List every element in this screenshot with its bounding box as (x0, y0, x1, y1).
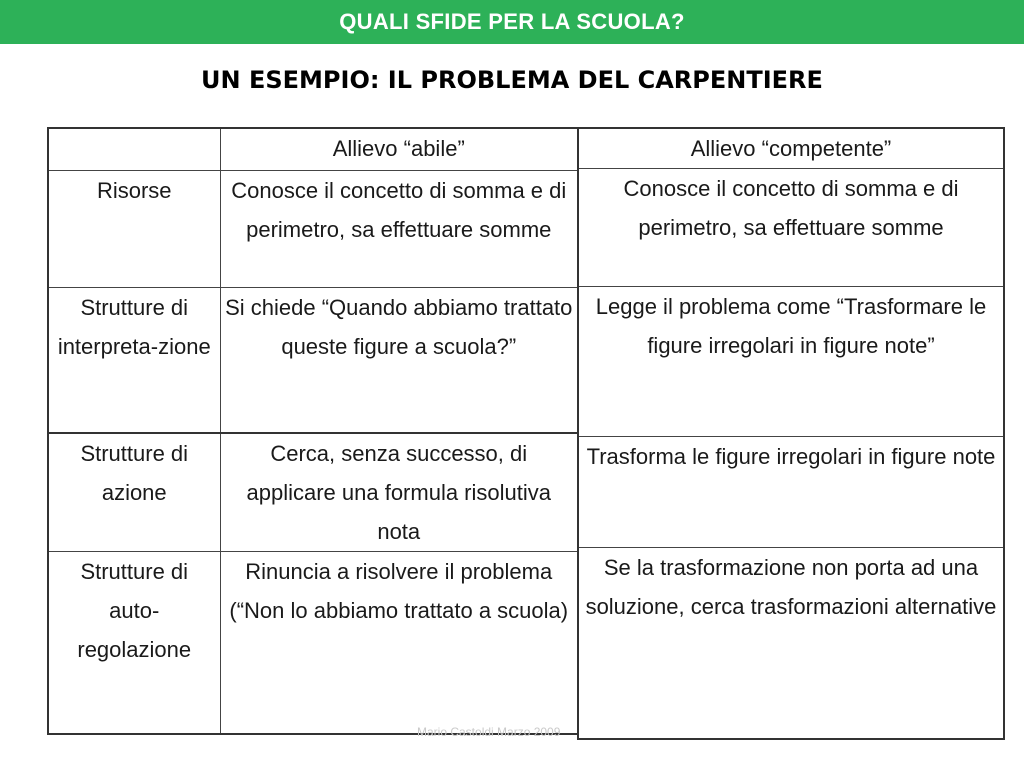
watermark: Mario Castoldi Marzo 2009 (417, 725, 561, 739)
row-text: Se la trasformazione non porta ad una soluzione, cerca trasformazioni alternative (578, 548, 1004, 739)
table-row (578, 437, 1004, 548)
row-text: Legge il problema come “Trasformare le figure irregolari in figure note” (578, 287, 1004, 437)
row-text: Cerca, senza successo, di applicare una formula risolutiva nota (220, 433, 578, 552)
header-cell-empty (48, 128, 220, 170)
row-label: Risorse (48, 170, 220, 287)
header-banner (0, 0, 1024, 44)
row-text: Trasforma le figure irregolari in figure note (578, 437, 1004, 548)
header-cell-competente: Allievo “competente” (578, 128, 1004, 169)
table-row (48, 433, 578, 552)
row-text: Rinuncia a risolvere il problema (“Non lo abbiamo trattato a scuola) (220, 552, 578, 734)
row-label: Strutture di azione (48, 433, 220, 552)
header-title: QUALI SFIDE PER LA SCUOLA? (339, 9, 685, 34)
header-cell-abile: Allievo “abile” (220, 128, 578, 170)
table-row (48, 552, 578, 734)
table-header-row (48, 128, 578, 170)
table-row (48, 170, 578, 287)
table-header-row (578, 128, 1004, 169)
row-text: Conosce il concetto di somma e di perimetro, sa effettuare somme (220, 170, 578, 287)
row-label: Strutture di interpreta-zione (48, 287, 220, 433)
row-text: Si chiede “Quando abbiamo trattato queste figure a scuola?” (220, 287, 578, 433)
row-label: Strutture di auto-regolazione (48, 552, 220, 734)
table-row (48, 287, 578, 433)
table-row (578, 287, 1004, 437)
table-row (578, 548, 1004, 739)
table-row (578, 169, 1004, 287)
right-table (577, 127, 1005, 740)
left-table (47, 127, 579, 735)
slide-subtitle: UN ESEMPIO: IL PROBLEMA DEL CARPENTIERE (201, 66, 823, 94)
row-text: Conosce il concetto di somma e di perimetro, sa effettuare somme (578, 169, 1004, 287)
